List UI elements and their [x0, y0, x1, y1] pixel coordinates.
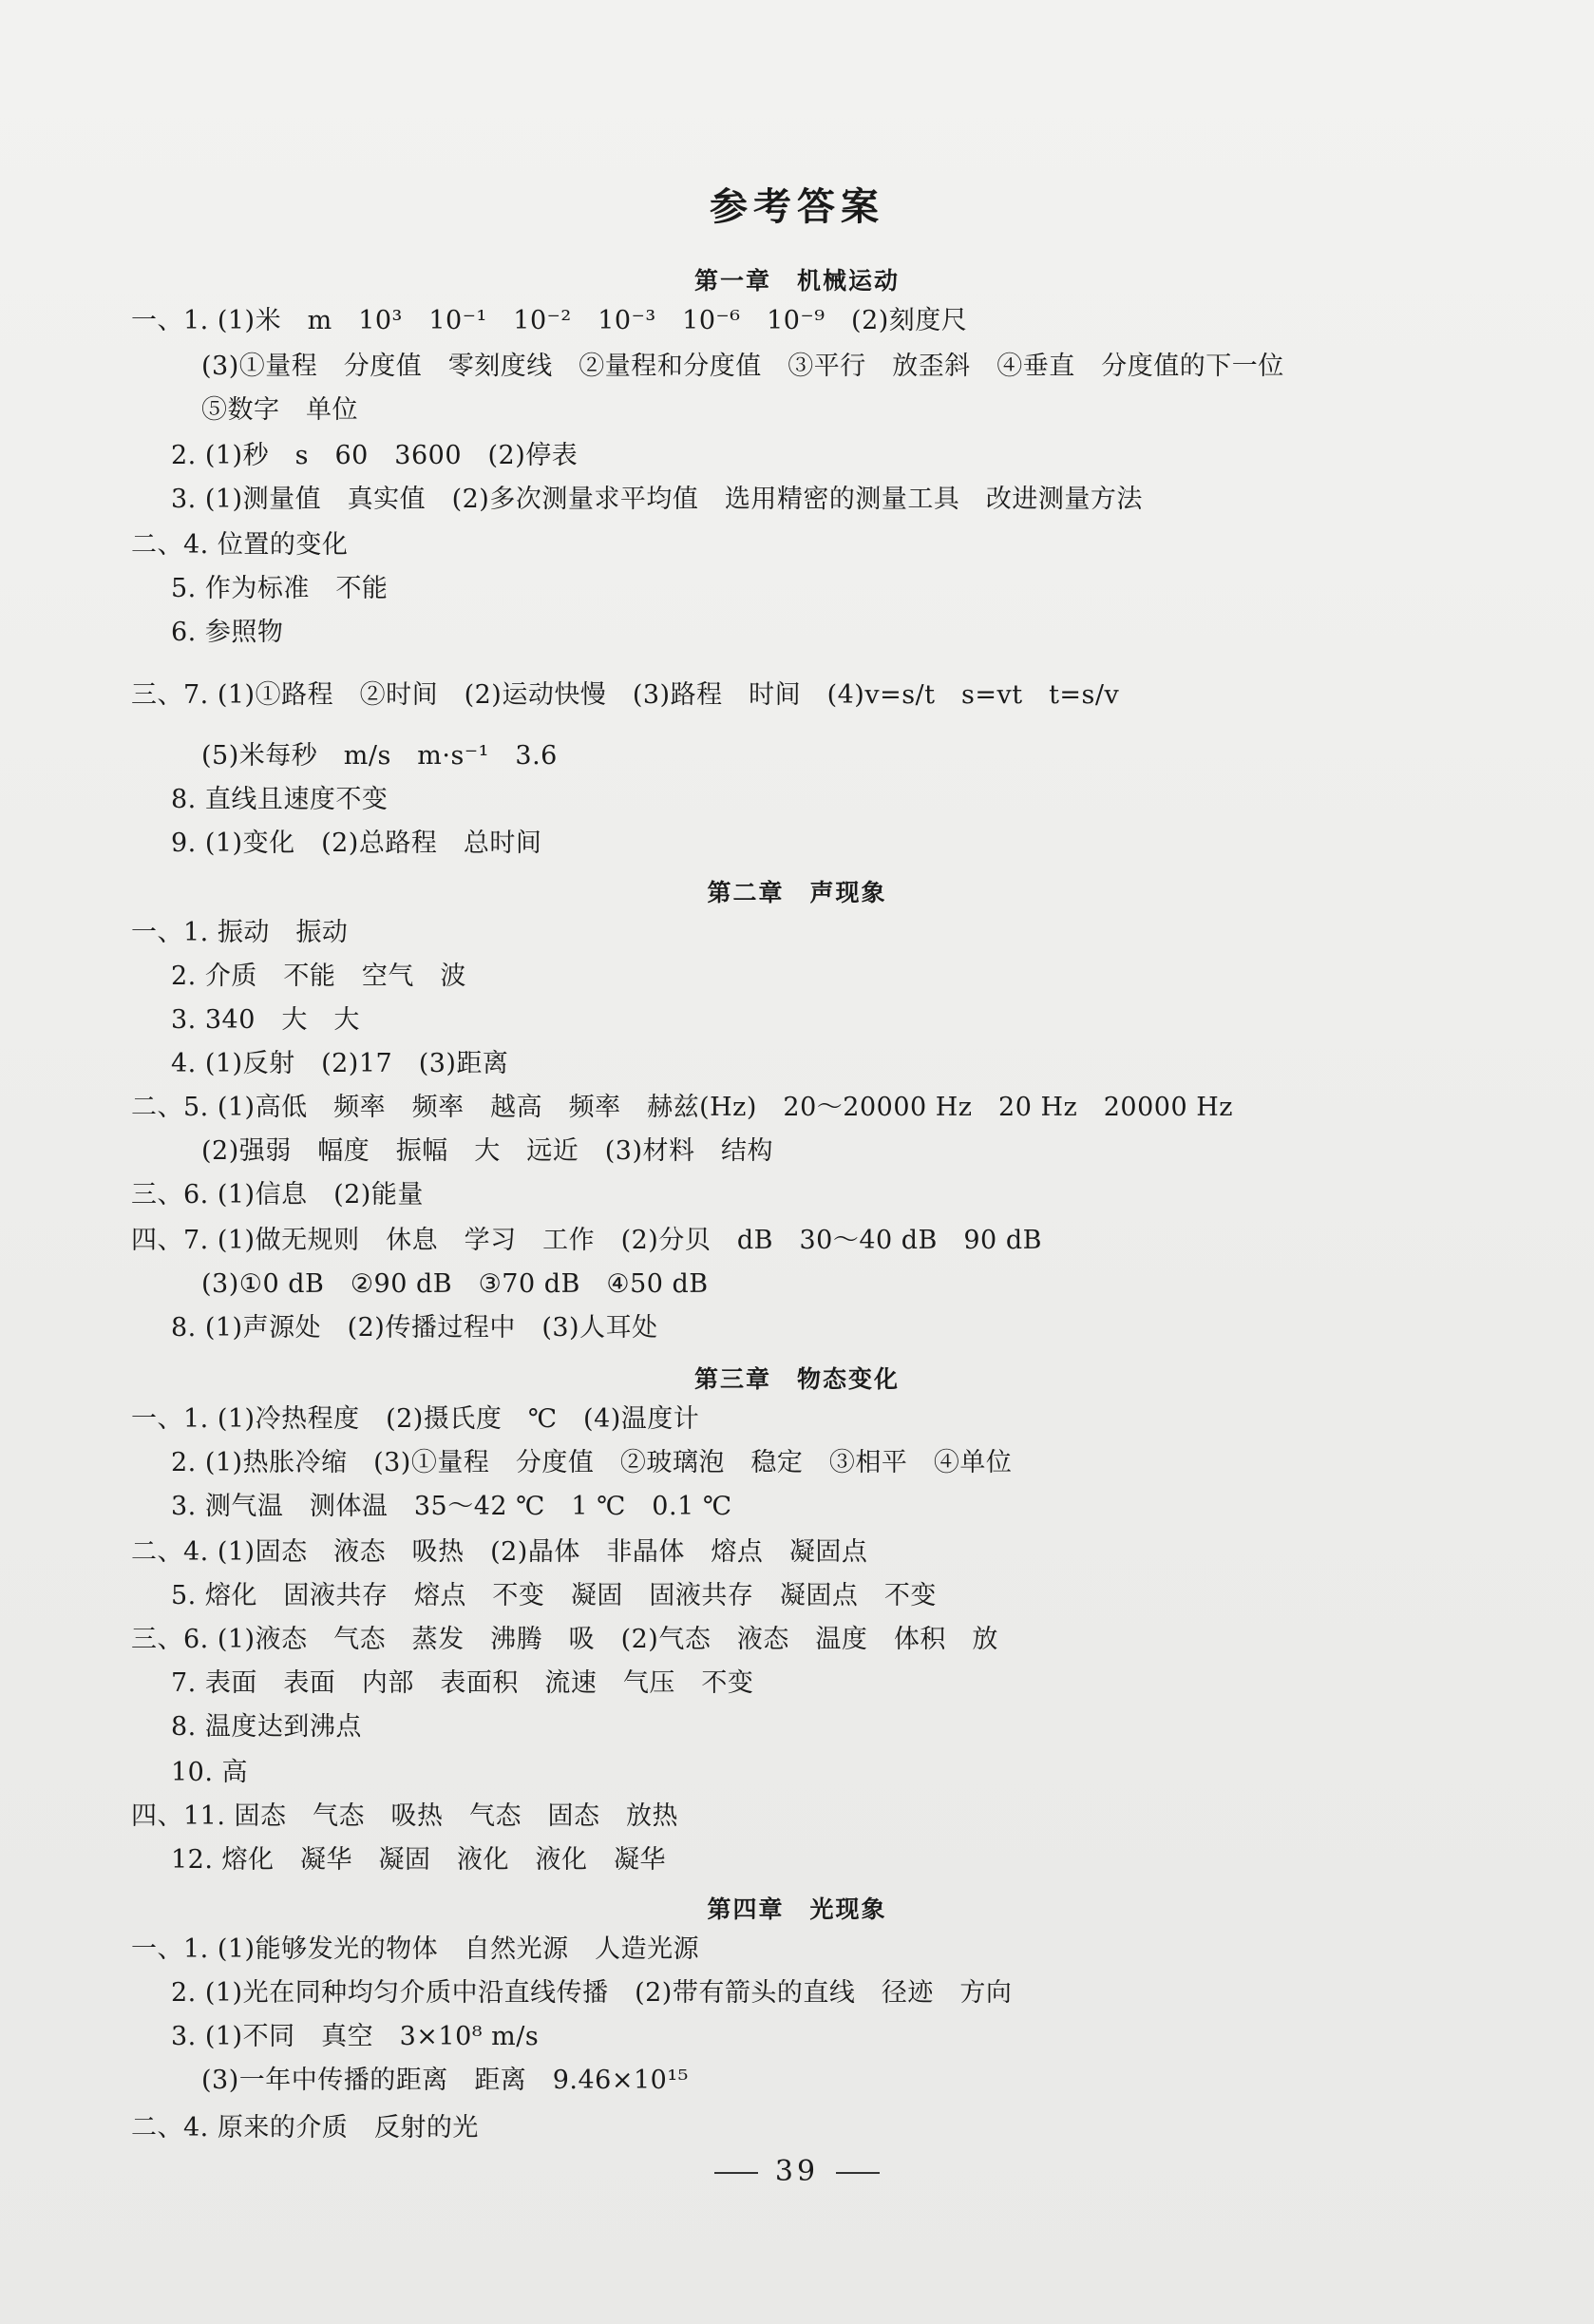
dash-left — [714, 2172, 758, 2174]
answer-line: ⑤数字 单位 — [201, 395, 358, 425]
answer-line: 四、11. 固态 气态 吸热 气态 固态 放热 — [131, 1801, 679, 1831]
answer-line: 10. 高 — [171, 1758, 249, 1787]
answer-line: 4. (1)反射 (2)17 (3)距离 — [171, 1049, 509, 1078]
answer-line: 一、1. (1)能够发光的物体 自然光源 人造光源 — [131, 1934, 700, 1964]
answer-line: 3. (1)不同 真空 3×10⁸ m/s — [171, 2022, 540, 2051]
answer-line: 一、1. (1)冷热程度 (2)摄氏度 ℃ (4)温度计 — [131, 1404, 700, 1434]
answer-line: 二、4. 原来的介质 反射的光 — [131, 2113, 479, 2143]
answer-line: 8. (1)声源处 (2)传播过程中 (3)人耳处 — [171, 1313, 658, 1343]
answer-line: (3)①量程 分度值 零刻度线 ②量程和分度值 ③平行 放歪斜 ④垂直 分度值的下一位 — [201, 352, 1284, 381]
answer-line: (5)米每秒 m/s m·s⁻¹ 3.6 — [201, 741, 558, 771]
answer-line: 3. (1)测量值 真实值 (2)多次测量求平均值 选用精密的测量工具 改进测量方法 — [171, 485, 1143, 514]
answer-line: 一、1. (1)米 m 10³ 10⁻¹ 10⁻² 10⁻³ 10⁻⁶ 10⁻⁹ (2)刻度尺 — [131, 306, 968, 335]
answer-line: (2)强弱 幅度 振幅 大 远近 (3)材料 结构 — [201, 1136, 773, 1166]
answer-line: 2. (1)热胀冷缩 (3)①量程 分度值 ②玻璃泡 稳定 ③相平 ④单位 — [171, 1448, 1013, 1477]
answer-line: 二、4. 位置的变化 — [131, 530, 349, 560]
answer-line: 二、5. (1)高低 频率 频率 越高 频率 赫兹(Hz) 20～20000 Hz 20 Hz 20000 Hz — [131, 1093, 1233, 1122]
answer-line: 7. 表面 表面 内部 表面积 流速 气压 不变 — [171, 1668, 754, 1698]
answer-line: 8. 温度达到沸点 — [171, 1712, 362, 1742]
chapter-heading: 第四章 光现象 — [707, 1895, 887, 1923]
answer-line: 二、4. (1)固态 液态 吸热 (2)晶体 非晶体 熔点 凝固点 — [131, 1537, 868, 1567]
dash-right — [836, 2172, 880, 2174]
chapter-heading: 第二章 声现象 — [707, 879, 887, 906]
answer-line: 三、6. (1)信息 (2)能量 — [131, 1180, 424, 1210]
page-number-text: 39 — [774, 2155, 820, 2188]
answer-line: 5. 作为标准 不能 — [171, 574, 389, 603]
answer-line: 2. (1)秒 s 60 3600 (2)停表 — [171, 441, 579, 470]
answer-line: 5. 熔化 固液共存 熔点 不变 凝固 固液共存 凝固点 不变 — [171, 1581, 937, 1610]
chapter-heading: 第一章 机械运动 — [693, 267, 900, 295]
answer-line: 四、7. (1)做无规则 休息 学习 工作 (2)分贝 dB 30～40 dB 90 dB — [131, 1226, 1042, 1255]
chapter-heading: 第三章 物态变化 — [693, 1365, 900, 1393]
page-number — [0, 2155, 1594, 2188]
answer-line: 8. 直线且速度不变 — [171, 785, 389, 814]
page-title: 参考答案 — [710, 185, 884, 229]
answer-line: (3)①0 dB ②90 dB ③70 dB ④50 dB — [201, 1269, 709, 1299]
answer-line: 9. (1)变化 (2)总路程 总时间 — [171, 829, 542, 858]
answer-line: 三、6. (1)液态 气态 蒸发 沸腾 吸 (2)气态 液态 温度 体积 放 — [131, 1625, 998, 1654]
answer-line: 2. 介质 不能 空气 波 — [171, 962, 466, 991]
answer-line: 2. (1)光在同种均匀介质中沿直线传播 (2)带有箭头的直线 径迹 方向 — [171, 1978, 1013, 2008]
answer-line: 一、1. 振动 振动 — [131, 918, 349, 947]
answer-line: 6. 参照物 — [171, 618, 284, 647]
answer-line: 12. 熔化 凝华 凝固 液化 液化 凝华 — [171, 1845, 667, 1875]
answer-line: 3. 测气温 测体温 35～42 ℃ 1 ℃ 0.1 ℃ — [171, 1492, 732, 1521]
answer-line: 三、7. (1)①路程 ②时间 (2)运动快慢 (3)路程 时间 (4)v=s/t s=vt t=s/v — [131, 680, 1120, 710]
answer-line: 3. 340 大 大 — [171, 1005, 360, 1035]
answer-line: (3)一年中传播的距离 距离 9.46×10¹⁵ — [201, 2066, 689, 2095]
